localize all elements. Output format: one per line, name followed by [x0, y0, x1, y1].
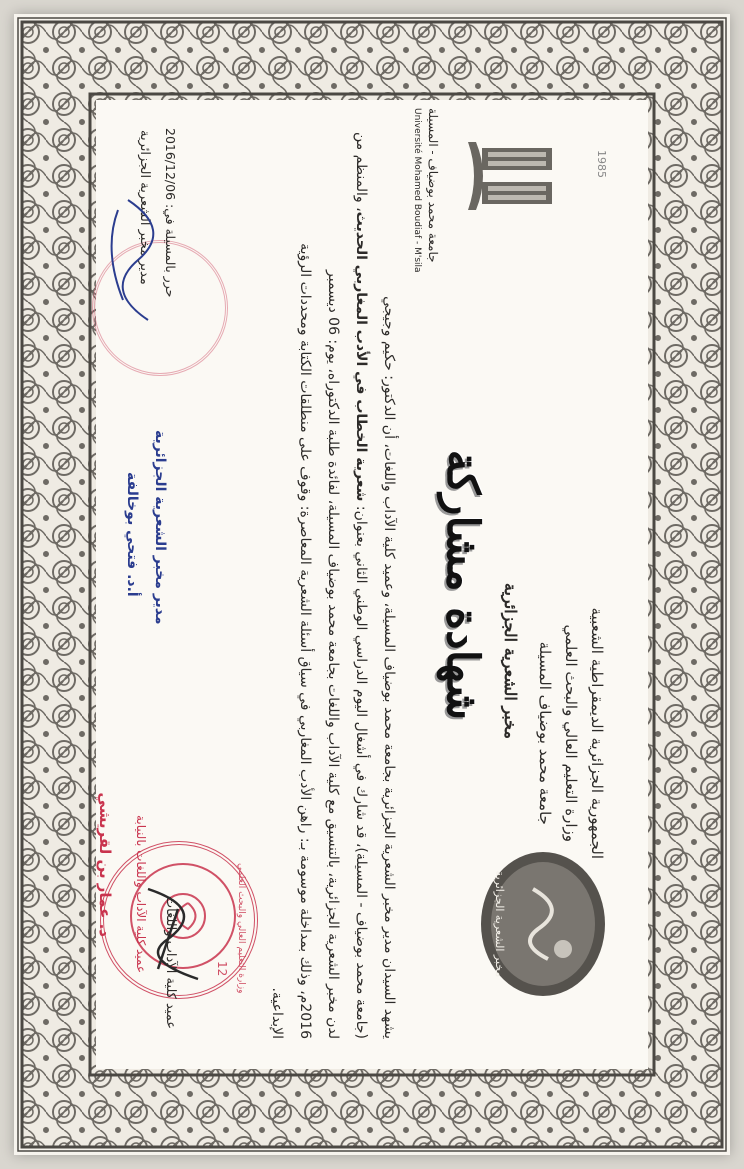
university-name-fr: Université Mohamed Boudiaf - M'sila	[412, 108, 422, 273]
university-logo	[438, 130, 558, 222]
dean-name: د. عمار بن لقريشي	[96, 792, 114, 937]
certificate-title: شهادة مشاركة	[437, 449, 488, 721]
body-line-part: (جامعة محمد بوضياف - المسيلة)، قد شارك في أشغال اليوم الدراسي الوطني الثاني بعنوان:	[353, 501, 369, 1039]
lab-director-label: مدير مخبر الشعرية الجزائرية	[137, 130, 152, 285]
certificate-content	[96, 100, 648, 1069]
lab-name: مخبر الشعرية الجزائرية	[501, 582, 520, 739]
event-title: شعرية الخطاب في الأدب المغاربي الحديث	[353, 211, 369, 502]
founding-year: 1985	[595, 150, 608, 178]
university-name-ar: جامعة محمد بوضياف - المسيلة	[426, 108, 440, 263]
body-line	[347, 129, 375, 1039]
lab-director-signature	[98, 190, 178, 330]
header-block	[532, 608, 610, 860]
body-line: 2016م، وذلك بمداخلة موسومة بـ: راهن الأدب المغاربي في سياق أسئلة الشعرية المعاصرة: وقوف على منطلقات الكتابة ومحددات الرؤية	[297, 243, 313, 1039]
dean-signature-title: عميد كلية الآداب واللغات بالنيابة	[134, 815, 148, 973]
lab-logo-title: مخبر الشعرية الجزائرية	[493, 870, 506, 978]
body-line: الإبداعية.	[269, 987, 285, 1039]
place-date: حرر بالمسيلة في: 2016/12/06	[163, 128, 178, 298]
stamp-text: وزارة التعليم العالي والبحث العلمي	[236, 863, 246, 994]
lab-logo	[478, 849, 608, 999]
body-line: لدن مخبر الشعرية الجزائرية، بالتنسيق مع كلية الآداب واللغات بجامعة محمد بوضياف المسيلة، لفائدة طلبة الدكتوراه، يوم: 06 ديسمبر	[325, 270, 341, 1039]
stamp-number: 12	[215, 961, 229, 977]
university-name: جامعة محمد بوضياف المسيلة	[536, 641, 554, 825]
lab-director-title: مدير مخبر الشعرية الجزائرية	[152, 430, 168, 625]
certificate-paper	[14, 14, 730, 1155]
dean-label: عميد كلية الآداب واللغات	[163, 895, 178, 1029]
body-line: يشهد السيدان مدير مخبر الشعرية الجزائرية بجامعة محمد بوضياف المسيلة، وعميد كلية الآداب واللغات، أن الدكتور: حكيم وجيجي	[381, 296, 397, 1039]
body-line-part: ، والمنظم من	[353, 132, 369, 212]
certificate-body	[263, 129, 403, 1039]
republic-name: الجمهورية الجزائرية الديمقراطية الشعبية	[588, 607, 606, 859]
ministry-name: وزارة التعليم العالي والبحث العلمي	[562, 624, 580, 842]
lab-director-name: أ.د. فتحي بوخالفة	[124, 472, 140, 597]
